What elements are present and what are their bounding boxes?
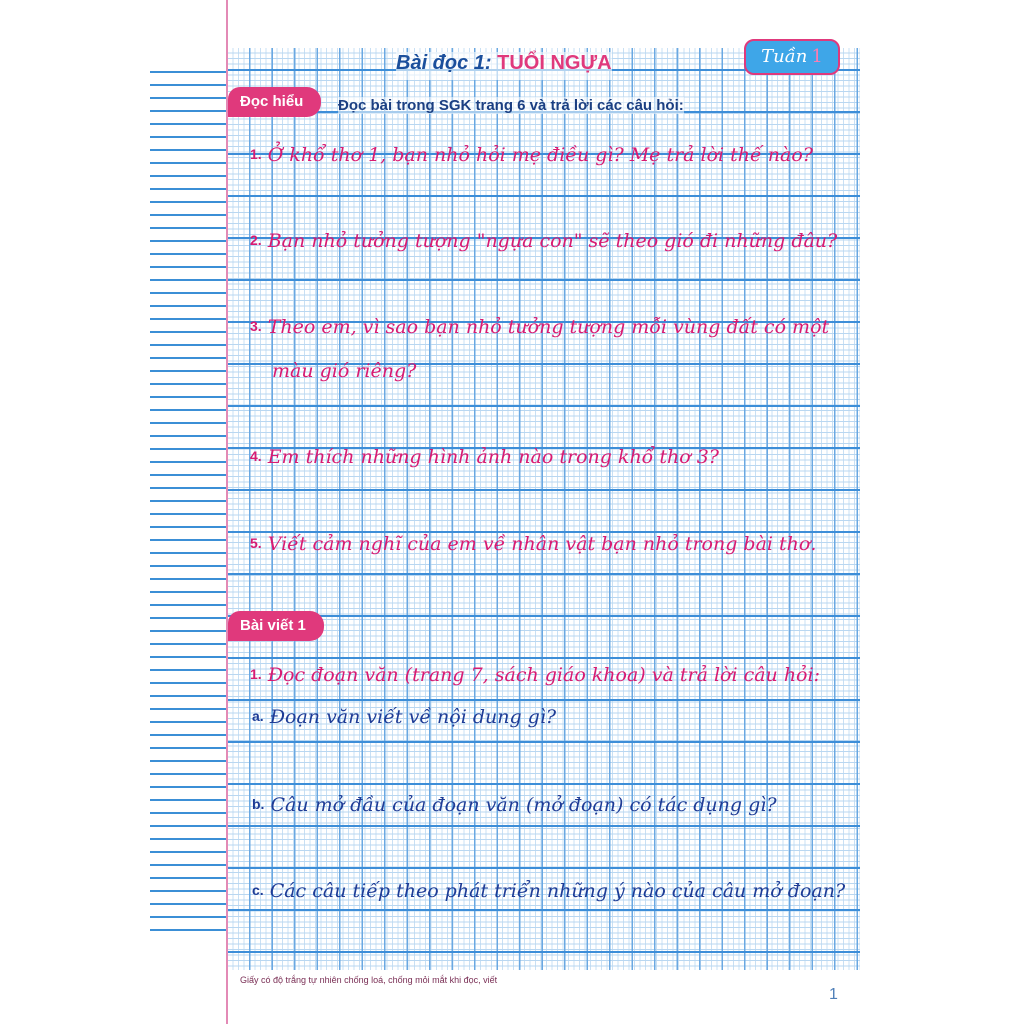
question-text: Ở khổ thơ 1, bạn nhỏ hỏi mẹ điều gì? Mẹ trả lời thế nào? — [267, 144, 813, 166]
margin-ruled-lines — [150, 60, 230, 940]
subquestion-letter: a. — [252, 708, 264, 724]
subquestion-text: Các câu tiếp theo phát triển những ý nào của câu mở đoạn? — [269, 880, 846, 902]
question-5 — [250, 533, 816, 555]
question-2 — [250, 230, 837, 252]
week-number: 1 — [811, 46, 823, 67]
question-text: màu gió riêng? — [272, 360, 417, 382]
section-tag-doc-hieu: Đọc hiểu — [228, 87, 321, 117]
title-name: TUỔI NGỰA — [497, 52, 612, 74]
question-number: 4. — [250, 448, 262, 464]
title-prefix: Bài đọc 1: — [396, 52, 492, 74]
question-text: Bạn nhỏ tưởng tượng "ngựa con" sẽ theo gió đi những đâu? — [267, 230, 838, 252]
section-tag-bai-viet: Bài viết 1 — [228, 611, 324, 641]
subquestion-c — [252, 880, 845, 902]
subquestion-letter: c. — [252, 882, 264, 898]
page-number: 1 — [829, 986, 838, 1003]
question-text: Theo em, vì sao bạn nhỏ tưởng tượng mỗi vùng đất có một — [267, 316, 830, 338]
question-1 — [250, 144, 813, 166]
week-label: Tuần — [761, 46, 808, 67]
subquestion-b — [252, 794, 777, 816]
subquestion-text: Đoạn văn viết về nội dung gì? — [269, 706, 557, 728]
footer-note: Giấy có độ trắng tự nhiên chống loá, chống mỏi mắt khi đọc, viết — [240, 975, 498, 985]
question-text: Đọc đoạn văn (trang 7, sách giáo khoa) và trả lời câu hỏi: — [267, 664, 820, 686]
page-title — [396, 52, 612, 80]
week-badge — [744, 39, 840, 75]
subquestion-text: Câu mở đầu của đoạn văn (mở đoạn) có tác dụng gì? — [270, 794, 777, 816]
question-number: 5. — [250, 535, 262, 551]
question-text: Em thích những hình ảnh nào trong khổ thơ 3? — [267, 446, 719, 468]
question-number: 3. — [250, 318, 262, 334]
question-text: Viết cảm nghĩ của em về nhân vật bạn nhỏ trong bài thơ. — [267, 533, 817, 555]
question-number: 1. — [250, 666, 262, 682]
question-number: 2. — [250, 232, 262, 248]
writing-question-1 — [250, 664, 820, 686]
question-3 — [250, 316, 829, 338]
subquestion-a — [252, 706, 556, 728]
question-3-continued — [272, 360, 416, 382]
subquestion-letter: b. — [252, 796, 265, 812]
instruction-text: Đọc bài trong SGK trang 6 và trả lời các câu hỏi: — [338, 97, 684, 114]
question-number: 1. — [250, 146, 262, 162]
question-4 — [250, 446, 719, 468]
grid-paper — [228, 48, 860, 970]
